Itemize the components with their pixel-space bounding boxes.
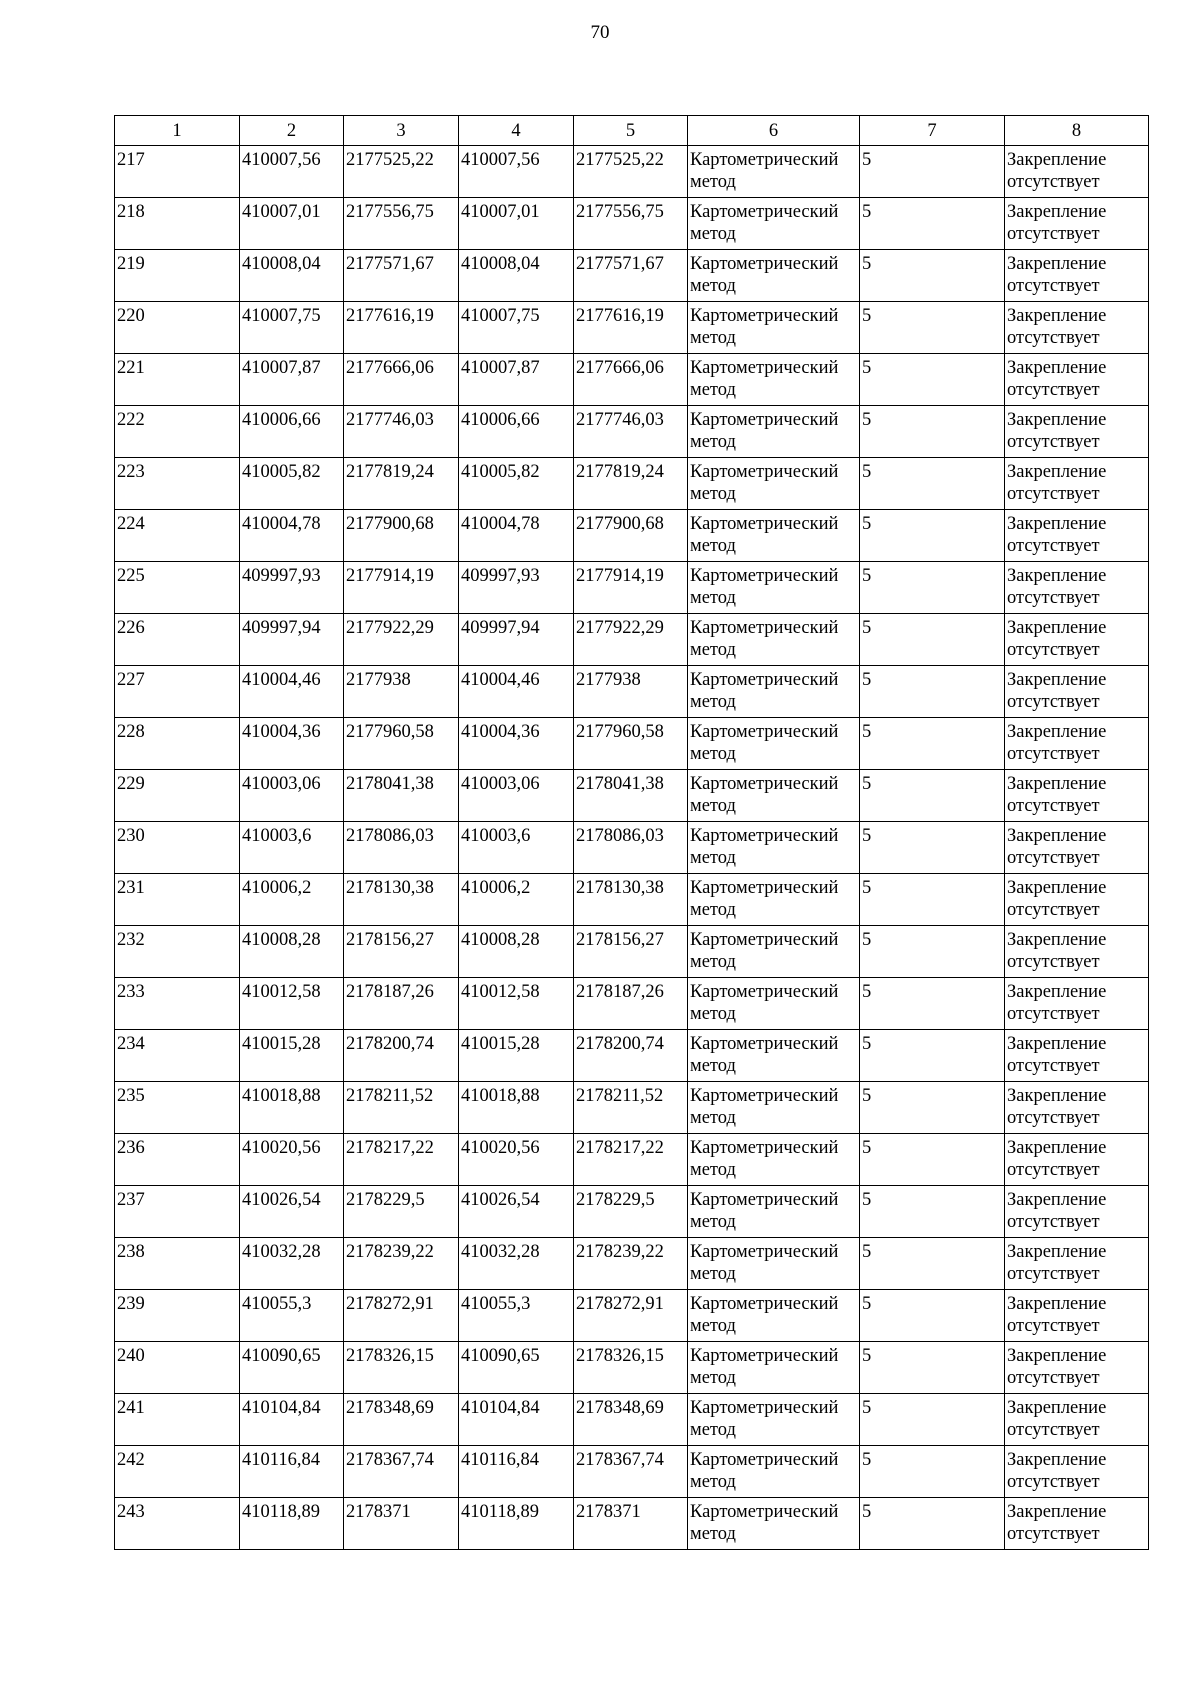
cell-y-coordinate: 2177960,58 bbox=[344, 718, 459, 770]
cell-accuracy: 5 bbox=[860, 1030, 1005, 1082]
cell-x-coordinate-2: 409997,94 bbox=[459, 614, 574, 666]
cell-y-coordinate: 2178367,74 bbox=[344, 1446, 459, 1498]
cell-point-number: 238 bbox=[115, 1238, 240, 1290]
table-row bbox=[115, 510, 1149, 562]
column-header-7: 7 bbox=[860, 116, 1005, 146]
cell-method: Картометрический метод bbox=[688, 1030, 860, 1082]
table-row bbox=[115, 770, 1149, 822]
cell-method: Картометрический метод bbox=[688, 1394, 860, 1446]
cell-x-coordinate: 410006,66 bbox=[240, 406, 344, 458]
cell-fixation-description: Закрепление отсутствует bbox=[1005, 510, 1149, 562]
cell-point-number: 241 bbox=[115, 1394, 240, 1446]
cell-fixation-description: Закрепление отсутствует bbox=[1005, 978, 1149, 1030]
cell-point-number: 237 bbox=[115, 1186, 240, 1238]
cell-y-coordinate: 2178229,5 bbox=[344, 1186, 459, 1238]
cell-x-coordinate-2: 410008,04 bbox=[459, 250, 574, 302]
cell-x-coordinate-2: 410006,2 bbox=[459, 874, 574, 926]
cell-y-coordinate: 2178156,27 bbox=[344, 926, 459, 978]
cell-point-number: 222 bbox=[115, 406, 240, 458]
cell-point-number: 231 bbox=[115, 874, 240, 926]
cell-method: Картометрический метод bbox=[688, 198, 860, 250]
cell-y-coordinate-2: 2177914,19 bbox=[574, 562, 688, 614]
cell-x-coordinate: 410007,01 bbox=[240, 198, 344, 250]
cell-accuracy: 5 bbox=[860, 614, 1005, 666]
cell-y-coordinate: 2178041,38 bbox=[344, 770, 459, 822]
cell-fixation-description: Закрепление отсутствует bbox=[1005, 146, 1149, 198]
cell-fixation-description: Закрепление отсутствует bbox=[1005, 1498, 1149, 1550]
cell-method: Картометрический метод bbox=[688, 1290, 860, 1342]
cell-x-coordinate-2: 410015,28 bbox=[459, 1030, 574, 1082]
cell-x-coordinate: 410116,84 bbox=[240, 1446, 344, 1498]
cell-accuracy: 5 bbox=[860, 302, 1005, 354]
column-header-3: 3 bbox=[344, 116, 459, 146]
cell-x-coordinate: 410007,56 bbox=[240, 146, 344, 198]
cell-y-coordinate-2: 2178272,91 bbox=[574, 1290, 688, 1342]
cell-point-number: 225 bbox=[115, 562, 240, 614]
cell-method: Картометрический метод bbox=[688, 718, 860, 770]
cell-y-coordinate: 2177666,06 bbox=[344, 354, 459, 406]
cell-method: Картометрический метод bbox=[688, 1238, 860, 1290]
cell-y-coordinate: 2178371 bbox=[344, 1498, 459, 1550]
cell-accuracy: 5 bbox=[860, 666, 1005, 718]
table-row bbox=[115, 614, 1149, 666]
cell-x-coordinate: 410118,89 bbox=[240, 1498, 344, 1550]
cell-y-coordinate-2: 2177525,22 bbox=[574, 146, 688, 198]
cell-method: Картометрический метод bbox=[688, 1446, 860, 1498]
cell-y-coordinate-2: 2178130,38 bbox=[574, 874, 688, 926]
cell-x-coordinate: 410104,84 bbox=[240, 1394, 344, 1446]
column-header-2: 2 bbox=[240, 116, 344, 146]
cell-method: Картометрический метод bbox=[688, 874, 860, 926]
cell-fixation-description: Закрепление отсутствует bbox=[1005, 1082, 1149, 1134]
cell-point-number: 229 bbox=[115, 770, 240, 822]
cell-x-coordinate: 410004,36 bbox=[240, 718, 344, 770]
cell-accuracy: 5 bbox=[860, 978, 1005, 1030]
cell-x-coordinate-2: 409997,93 bbox=[459, 562, 574, 614]
cell-x-coordinate: 410003,6 bbox=[240, 822, 344, 874]
cell-fixation-description: Закрепление отсутствует bbox=[1005, 562, 1149, 614]
cell-fixation-description: Закрепление отсутствует bbox=[1005, 666, 1149, 718]
cell-point-number: 228 bbox=[115, 718, 240, 770]
cell-accuracy: 5 bbox=[860, 1342, 1005, 1394]
cell-point-number: 227 bbox=[115, 666, 240, 718]
table-row bbox=[115, 1030, 1149, 1082]
cell-point-number: 224 bbox=[115, 510, 240, 562]
table-row bbox=[115, 146, 1149, 198]
cell-x-coordinate-2: 410018,88 bbox=[459, 1082, 574, 1134]
cell-fixation-description: Закрепление отсутствует bbox=[1005, 822, 1149, 874]
cell-y-coordinate-2: 2178229,5 bbox=[574, 1186, 688, 1238]
cell-x-coordinate: 410007,87 bbox=[240, 354, 344, 406]
cell-accuracy: 5 bbox=[860, 198, 1005, 250]
table-header-row bbox=[115, 116, 1149, 146]
cell-point-number: 234 bbox=[115, 1030, 240, 1082]
cell-method: Картометрический метод bbox=[688, 1186, 860, 1238]
cell-method: Картометрический метод bbox=[688, 406, 860, 458]
table-body bbox=[115, 146, 1149, 1550]
cell-method: Картометрический метод bbox=[688, 978, 860, 1030]
cell-y-coordinate-2: 2177616,19 bbox=[574, 302, 688, 354]
cell-y-coordinate: 2178239,22 bbox=[344, 1238, 459, 1290]
cell-point-number: 223 bbox=[115, 458, 240, 510]
table-row bbox=[115, 1134, 1149, 1186]
cell-x-coordinate-2: 410007,75 bbox=[459, 302, 574, 354]
cell-x-coordinate: 410006,2 bbox=[240, 874, 344, 926]
cell-x-coordinate-2: 410004,36 bbox=[459, 718, 574, 770]
cell-accuracy: 5 bbox=[860, 1082, 1005, 1134]
cell-fixation-description: Закрепление отсутствует bbox=[1005, 614, 1149, 666]
table-row bbox=[115, 666, 1149, 718]
cell-y-coordinate: 2177746,03 bbox=[344, 406, 459, 458]
cell-x-coordinate: 410008,28 bbox=[240, 926, 344, 978]
cell-fixation-description: Закрепление отсутствует bbox=[1005, 1186, 1149, 1238]
cell-y-coordinate-2: 2177571,67 bbox=[574, 250, 688, 302]
table-row bbox=[115, 978, 1149, 1030]
cell-x-coordinate: 410004,78 bbox=[240, 510, 344, 562]
table-row bbox=[115, 1342, 1149, 1394]
cell-x-coordinate-2: 410004,46 bbox=[459, 666, 574, 718]
cell-y-coordinate: 2178211,52 bbox=[344, 1082, 459, 1134]
cell-point-number: 240 bbox=[115, 1342, 240, 1394]
cell-x-coordinate: 410007,75 bbox=[240, 302, 344, 354]
cell-fixation-description: Закрепление отсутствует bbox=[1005, 1394, 1149, 1446]
cell-y-coordinate-2: 2177922,29 bbox=[574, 614, 688, 666]
cell-point-number: 220 bbox=[115, 302, 240, 354]
cell-y-coordinate: 2177571,67 bbox=[344, 250, 459, 302]
cell-x-coordinate: 410008,04 bbox=[240, 250, 344, 302]
cell-method: Картометрический метод bbox=[688, 146, 860, 198]
cell-accuracy: 5 bbox=[860, 1498, 1005, 1550]
cell-fixation-description: Закрепление отсутствует bbox=[1005, 1342, 1149, 1394]
table-row bbox=[115, 1238, 1149, 1290]
table-row bbox=[115, 1082, 1149, 1134]
cell-fixation-description: Закрепление отсутствует bbox=[1005, 1446, 1149, 1498]
cell-y-coordinate-2: 2178371 bbox=[574, 1498, 688, 1550]
cell-accuracy: 5 bbox=[860, 1186, 1005, 1238]
cell-y-coordinate: 2177900,68 bbox=[344, 510, 459, 562]
cell-fixation-description: Закрепление отсутствует bbox=[1005, 926, 1149, 978]
page-number: 70 bbox=[590, 22, 610, 43]
cell-fixation-description: Закрепление отсутствует bbox=[1005, 354, 1149, 406]
cell-accuracy: 5 bbox=[860, 770, 1005, 822]
cell-y-coordinate: 2178200,74 bbox=[344, 1030, 459, 1082]
cell-point-number: 226 bbox=[115, 614, 240, 666]
cell-fixation-description: Закрепление отсутствует bbox=[1005, 198, 1149, 250]
table-row bbox=[115, 458, 1149, 510]
cell-x-coordinate-2: 410055,3 bbox=[459, 1290, 574, 1342]
cell-method: Картометрический метод bbox=[688, 250, 860, 302]
cell-y-coordinate-2: 2178200,74 bbox=[574, 1030, 688, 1082]
table-row bbox=[115, 354, 1149, 406]
table-row bbox=[115, 562, 1149, 614]
cell-y-coordinate-2: 2177938 bbox=[574, 666, 688, 718]
cell-x-coordinate: 410003,06 bbox=[240, 770, 344, 822]
cell-y-coordinate-2: 2177556,75 bbox=[574, 198, 688, 250]
cell-x-coordinate-2: 410007,01 bbox=[459, 198, 574, 250]
cell-y-coordinate-2: 2177960,58 bbox=[574, 718, 688, 770]
cell-method: Картометрический метод bbox=[688, 562, 860, 614]
cell-y-coordinate-2: 2178156,27 bbox=[574, 926, 688, 978]
column-header-8: 8 bbox=[1005, 116, 1149, 146]
cell-method: Картометрический метод bbox=[688, 302, 860, 354]
cell-y-coordinate-2: 2178187,26 bbox=[574, 978, 688, 1030]
cell-y-coordinate-2: 2177819,24 bbox=[574, 458, 688, 510]
cell-y-coordinate: 2178326,15 bbox=[344, 1342, 459, 1394]
cell-fixation-description: Закрепление отсутствует bbox=[1005, 406, 1149, 458]
cell-method: Картометрический метод bbox=[688, 1082, 860, 1134]
cell-accuracy: 5 bbox=[860, 718, 1005, 770]
cell-accuracy: 5 bbox=[860, 1394, 1005, 1446]
cell-fixation-description: Закрепление отсутствует bbox=[1005, 874, 1149, 926]
cell-y-coordinate: 2177914,19 bbox=[344, 562, 459, 614]
cell-fixation-description: Закрепление отсутствует bbox=[1005, 1290, 1149, 1342]
cell-y-coordinate-2: 2177900,68 bbox=[574, 510, 688, 562]
cell-x-coordinate: 409997,93 bbox=[240, 562, 344, 614]
cell-x-coordinate: 410055,3 bbox=[240, 1290, 344, 1342]
cell-method: Картометрический метод bbox=[688, 926, 860, 978]
cell-y-coordinate: 2178187,26 bbox=[344, 978, 459, 1030]
cell-y-coordinate-2: 2178326,15 bbox=[574, 1342, 688, 1394]
cell-x-coordinate: 410004,46 bbox=[240, 666, 344, 718]
cell-y-coordinate: 2177525,22 bbox=[344, 146, 459, 198]
cell-x-coordinate-2: 410003,6 bbox=[459, 822, 574, 874]
cell-x-coordinate-2: 410008,28 bbox=[459, 926, 574, 978]
column-header-4: 4 bbox=[459, 116, 574, 146]
cell-x-coordinate-2: 410012,58 bbox=[459, 978, 574, 1030]
cell-method: Картометрический метод bbox=[688, 458, 860, 510]
cell-y-coordinate: 2177556,75 bbox=[344, 198, 459, 250]
cell-y-coordinate-2: 2178211,52 bbox=[574, 1082, 688, 1134]
cell-method: Картометрический метод bbox=[688, 666, 860, 718]
cell-fixation-description: Закрепление отсутствует bbox=[1005, 302, 1149, 354]
cell-y-coordinate-2: 2177746,03 bbox=[574, 406, 688, 458]
cell-accuracy: 5 bbox=[860, 458, 1005, 510]
cell-x-coordinate: 410020,56 bbox=[240, 1134, 344, 1186]
cell-x-coordinate-2: 410090,65 bbox=[459, 1342, 574, 1394]
cell-accuracy: 5 bbox=[860, 250, 1005, 302]
cell-x-coordinate: 410018,88 bbox=[240, 1082, 344, 1134]
cell-y-coordinate: 2178086,03 bbox=[344, 822, 459, 874]
cell-point-number: 218 bbox=[115, 198, 240, 250]
cell-y-coordinate: 2177938 bbox=[344, 666, 459, 718]
cell-fixation-description: Закрепление отсутствует bbox=[1005, 458, 1149, 510]
cell-x-coordinate-2: 410032,28 bbox=[459, 1238, 574, 1290]
cell-point-number: 232 bbox=[115, 926, 240, 978]
cell-y-coordinate-2: 2178217,22 bbox=[574, 1134, 688, 1186]
cell-x-coordinate: 410012,58 bbox=[240, 978, 344, 1030]
cell-method: Картометрический метод bbox=[688, 510, 860, 562]
cell-point-number: 217 bbox=[115, 146, 240, 198]
table-row bbox=[115, 926, 1149, 978]
table-row bbox=[115, 1186, 1149, 1238]
table-row bbox=[115, 1498, 1149, 1550]
cell-y-coordinate-2: 2178348,69 bbox=[574, 1394, 688, 1446]
cell-accuracy: 5 bbox=[860, 354, 1005, 406]
cell-fixation-description: Закрепление отсутствует bbox=[1005, 1134, 1149, 1186]
cell-x-coordinate: 410026,54 bbox=[240, 1186, 344, 1238]
cell-point-number: 233 bbox=[115, 978, 240, 1030]
cell-point-number: 221 bbox=[115, 354, 240, 406]
cell-fixation-description: Закрепление отсутствует bbox=[1005, 1238, 1149, 1290]
cell-x-coordinate-2: 410118,89 bbox=[459, 1498, 574, 1550]
cell-accuracy: 5 bbox=[860, 146, 1005, 198]
cell-x-coordinate-2: 410007,56 bbox=[459, 146, 574, 198]
cell-y-coordinate: 2178272,91 bbox=[344, 1290, 459, 1342]
cell-x-coordinate: 410005,82 bbox=[240, 458, 344, 510]
cell-accuracy: 5 bbox=[860, 1238, 1005, 1290]
table-row bbox=[115, 250, 1149, 302]
cell-y-coordinate: 2178130,38 bbox=[344, 874, 459, 926]
cell-x-coordinate: 410090,65 bbox=[240, 1342, 344, 1394]
table-row bbox=[115, 1394, 1149, 1446]
cell-method: Картометрический метод bbox=[688, 770, 860, 822]
cell-x-coordinate-2: 410020,56 bbox=[459, 1134, 574, 1186]
cell-accuracy: 5 bbox=[860, 406, 1005, 458]
table-row bbox=[115, 1446, 1149, 1498]
cell-x-coordinate: 410015,28 bbox=[240, 1030, 344, 1082]
table-row bbox=[115, 198, 1149, 250]
cell-point-number: 230 bbox=[115, 822, 240, 874]
cell-y-coordinate: 2178348,69 bbox=[344, 1394, 459, 1446]
cell-y-coordinate-2: 2178086,03 bbox=[574, 822, 688, 874]
cell-y-coordinate: 2177616,19 bbox=[344, 302, 459, 354]
cell-accuracy: 5 bbox=[860, 1290, 1005, 1342]
cell-point-number: 242 bbox=[115, 1446, 240, 1498]
cell-fixation-description: Закрепление отсутствует bbox=[1005, 770, 1149, 822]
cell-x-coordinate: 410032,28 bbox=[240, 1238, 344, 1290]
cell-x-coordinate-2: 410004,78 bbox=[459, 510, 574, 562]
cell-accuracy: 5 bbox=[860, 822, 1005, 874]
cell-x-coordinate-2: 410116,84 bbox=[459, 1446, 574, 1498]
cell-method: Картометрический метод bbox=[688, 354, 860, 406]
cell-method: Картометрический метод bbox=[688, 1134, 860, 1186]
cell-fixation-description: Закрепление отсутствует bbox=[1005, 250, 1149, 302]
cell-x-coordinate-2: 410003,06 bbox=[459, 770, 574, 822]
cell-accuracy: 5 bbox=[860, 1446, 1005, 1498]
cell-method: Картометрический метод bbox=[688, 1498, 860, 1550]
cell-point-number: 235 bbox=[115, 1082, 240, 1134]
cell-point-number: 243 bbox=[115, 1498, 240, 1550]
cell-point-number: 239 bbox=[115, 1290, 240, 1342]
table-row bbox=[115, 302, 1149, 354]
cell-fixation-description: Закрепление отсутствует bbox=[1005, 718, 1149, 770]
cell-method: Картометрический метод bbox=[688, 1342, 860, 1394]
cell-x-coordinate-2: 410006,66 bbox=[459, 406, 574, 458]
table-row bbox=[115, 822, 1149, 874]
cell-point-number: 219 bbox=[115, 250, 240, 302]
cell-accuracy: 5 bbox=[860, 510, 1005, 562]
table-row bbox=[115, 874, 1149, 926]
table-row bbox=[115, 1290, 1149, 1342]
cell-x-coordinate: 409997,94 bbox=[240, 614, 344, 666]
column-header-5: 5 bbox=[574, 116, 688, 146]
cell-accuracy: 5 bbox=[860, 1134, 1005, 1186]
cell-fixation-description: Закрепление отсутствует bbox=[1005, 1030, 1149, 1082]
coordinates-table bbox=[114, 115, 1149, 1550]
cell-x-coordinate-2: 410104,84 bbox=[459, 1394, 574, 1446]
cell-x-coordinate-2: 410005,82 bbox=[459, 458, 574, 510]
column-header-6: 6 bbox=[688, 116, 860, 146]
cell-method: Картометрический метод bbox=[688, 614, 860, 666]
cell-x-coordinate-2: 410007,87 bbox=[459, 354, 574, 406]
cell-y-coordinate: 2177819,24 bbox=[344, 458, 459, 510]
cell-point-number: 236 bbox=[115, 1134, 240, 1186]
cell-y-coordinate: 2177922,29 bbox=[344, 614, 459, 666]
cell-y-coordinate-2: 2178239,22 bbox=[574, 1238, 688, 1290]
cell-accuracy: 5 bbox=[860, 562, 1005, 614]
cell-y-coordinate-2: 2178041,38 bbox=[574, 770, 688, 822]
cell-y-coordinate: 2178217,22 bbox=[344, 1134, 459, 1186]
column-header-1: 1 bbox=[115, 116, 240, 146]
cell-method: Картометрический метод bbox=[688, 822, 860, 874]
table-row bbox=[115, 718, 1149, 770]
cell-accuracy: 5 bbox=[860, 874, 1005, 926]
cell-x-coordinate-2: 410026,54 bbox=[459, 1186, 574, 1238]
table-row bbox=[115, 406, 1149, 458]
cell-accuracy: 5 bbox=[860, 926, 1005, 978]
cell-y-coordinate-2: 2177666,06 bbox=[574, 354, 688, 406]
cell-y-coordinate-2: 2178367,74 bbox=[574, 1446, 688, 1498]
